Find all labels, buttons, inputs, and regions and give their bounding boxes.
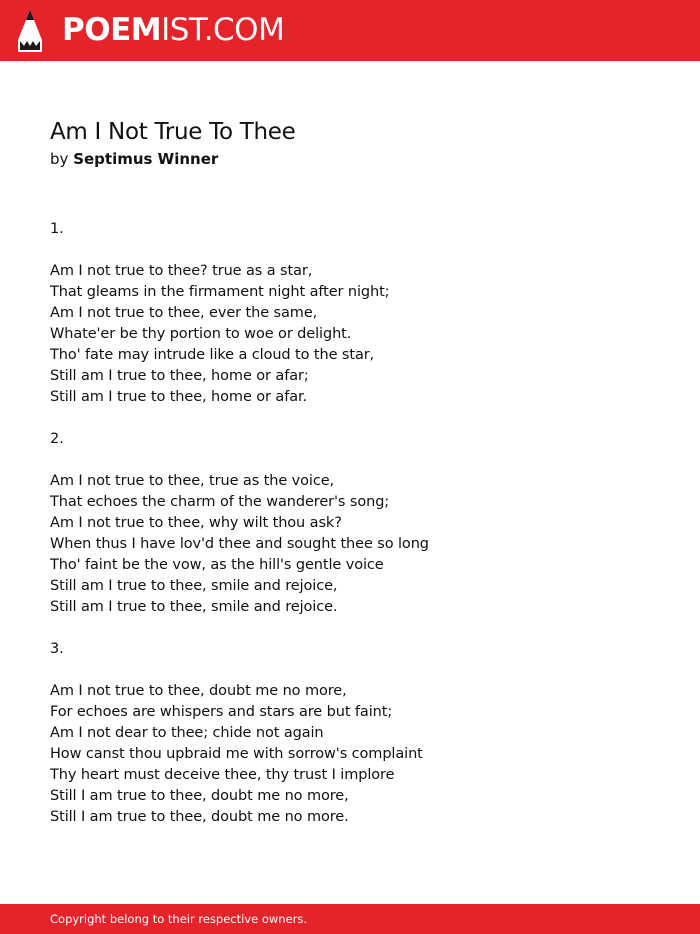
poem-line: Am I not true to thee, ever the same, [50, 305, 318, 321]
poem-line: Thy heart must deceive thee, thy trust I implore [50, 767, 395, 783]
poem-line: Still am I true to thee, home or afar; [50, 368, 309, 384]
pencil-icon [18, 10, 42, 52]
poem-line: When thus I have lov'd thee and sought thee so long [50, 536, 429, 552]
by-label: by [50, 150, 69, 168]
poem-line: Still am I true to thee, home or afar. [50, 389, 308, 405]
stanza [50, 219, 650, 408]
poem-line: Still am I true to thee, smile and rejoice. [50, 599, 338, 615]
stanza-number: 1. [50, 221, 64, 237]
site-header [0, 0, 700, 61]
poem-line: Still I am true to thee, doubt me no more, [50, 788, 349, 804]
copyright-notice: Copyright belong to their respective owners. [50, 912, 308, 926]
byline [50, 149, 218, 169]
poem-line: Still I am true to thee, doubt me no more. [50, 809, 349, 825]
poem-line: Still am I true to thee, smile and rejoice, [50, 578, 338, 594]
stanza [50, 429, 650, 618]
author-name: Septimus Winner [73, 150, 219, 168]
stanza [50, 639, 650, 828]
poem-line: Am I not true to thee? true as a star, [50, 263, 313, 279]
poem-line: How canst thou upbraid me with sorrow's complaint [50, 746, 423, 762]
poem-line: Tho' faint be the vow, as the hill's gentle voice [50, 557, 384, 573]
poem-line: For echoes are whispers and stars are but faint; [50, 704, 393, 720]
logo-text-light: IST.COM [161, 12, 285, 48]
logo-text-bold: POEM [62, 12, 162, 48]
poem-line: That echoes the charm of the wanderer's song; [50, 494, 390, 510]
poem-line: Am I not true to thee, why wilt thou ask? [50, 515, 342, 531]
poem-line: Tho' fate may intrude like a cloud to the star, [50, 347, 375, 363]
site-logo[interactable] [62, 12, 284, 48]
poem-line: Whate'er be thy portion to woe or delight. [50, 326, 352, 342]
poem-line: Am I not dear to thee; chide not again [50, 725, 324, 741]
poem-body [50, 219, 650, 849]
site-footer [0, 904, 700, 934]
stanza-number: 2. [50, 431, 64, 447]
poem-line: That gleams in the firmament night after night; [50, 284, 390, 300]
poem-title: Am I Not True To Thee [50, 119, 296, 145]
poem-line: Am I not true to thee, true as the voice, [50, 473, 335, 489]
stanza-number: 3. [50, 641, 64, 657]
poem-line: Am I not true to thee, doubt me no more, [50, 683, 347, 699]
